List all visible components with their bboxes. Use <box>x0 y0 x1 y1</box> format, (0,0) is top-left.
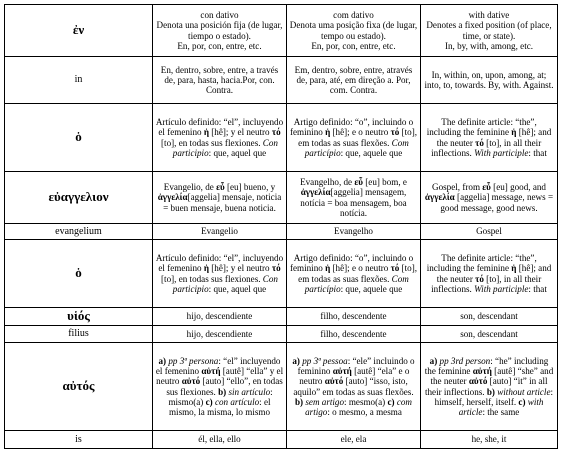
term-cell: is <box>5 431 153 449</box>
text-segment: filho, descendente <box>320 328 387 339</box>
text-segment: with article <box>458 396 544 417</box>
term-cell: ὁ <box>5 104 153 172</box>
text-segment: he, she, it <box>471 434 507 445</box>
text-segment: The definite article: “the”, including the feminine <box>426 253 537 274</box>
text-segment: [to], em todas as suas flexões. <box>298 127 418 148</box>
text-segment: filho, descendente <box>320 311 387 322</box>
text-segment: a) <box>158 355 167 366</box>
term-cell: evangelium <box>5 224 153 240</box>
definition-cell-es <box>153 240 287 308</box>
text-segment: b) <box>295 396 304 407</box>
text-segment: ele, ela <box>340 434 367 445</box>
text-segment: sin artículo <box>228 386 271 397</box>
text-segment: son, descendant <box>460 311 518 322</box>
text-segment: [aggelia] message, news = good message, good news. <box>440 192 554 213</box>
text-segment: [hê]; and the neuter <box>436 127 552 148</box>
text-segment: without article <box>497 386 551 397</box>
table-row <box>5 431 558 449</box>
definition-cell-pt <box>287 240 421 308</box>
text-segment: Artículo definido: “el”, incluyendo el femenino <box>155 117 284 138</box>
text-segment: with dative <box>468 10 510 21</box>
definition-cell-en <box>421 5 558 57</box>
text-segment: En, por, con, entre, etc. <box>311 40 396 51</box>
text-segment: : o mesmo, a mesma <box>327 406 402 417</box>
definition-cell-pt <box>287 57 421 104</box>
text-segment: : que, aquele que <box>340 283 403 294</box>
text-segment: : that <box>528 147 547 158</box>
text-segment: Evangelho <box>334 226 373 237</box>
definition-cell-pt <box>287 104 421 172</box>
definition-cell-pt <box>287 308 421 326</box>
term-cell: εὐαγγελιον <box>5 172 153 224</box>
table-row <box>5 224 558 240</box>
text-segment: : “el” incluyendo el femenino <box>155 355 281 377</box>
text-segment: Artículo definido: “el”, incluyendo el femenino <box>155 253 284 274</box>
term-cell: in <box>5 57 153 104</box>
text-segment: Denota una posición fija (de lugar, tiempo o estado). <box>156 20 283 41</box>
text-segment: τό <box>271 263 281 274</box>
term-cell: ὁ <box>5 240 153 308</box>
text-segment: b) <box>486 386 495 397</box>
text-segment: hijo, descendiente <box>186 328 253 339</box>
text-segment: c) <box>387 396 395 407</box>
definition-cell-pt <box>287 224 421 240</box>
text-segment: Em, dentro, sobre, entre, através de, para, até, em direção a. Por, com. Contra. <box>294 64 413 96</box>
text-segment: Com particípio <box>304 137 409 158</box>
text-segment: : “he” including the feminine <box>424 355 549 377</box>
definition-cell-es <box>153 431 287 449</box>
definition-cell-es <box>153 57 287 104</box>
lexicon-table-body <box>5 5 558 449</box>
text-segment: ἡ <box>325 127 331 138</box>
table-row <box>5 5 558 57</box>
text-segment: él, ella, ello <box>198 434 241 445</box>
text-segment: [eu] bom, e <box>362 177 407 188</box>
text-segment: [hê]; e o neutro <box>330 127 391 138</box>
text-segment: : el mismo, la misma, lo mismo <box>168 396 271 417</box>
text-segment: ἀγγελία <box>157 192 188 203</box>
definition-cell-en <box>421 57 558 104</box>
text-segment: ἡ <box>511 263 517 274</box>
definition-cell-pt <box>287 326 421 343</box>
definition-cell-en <box>421 224 558 240</box>
text-segment: ἀγγελία <box>300 187 331 198</box>
text-segment: ἡ <box>511 127 517 138</box>
text-segment: [aggelia] mensaje, noticia = buen mensaje, buena noticia. <box>163 192 282 213</box>
text-segment: Con participio <box>172 137 278 158</box>
term-cell: filius <box>5 326 153 343</box>
text-segment: : mesmo(a) <box>344 396 388 407</box>
text-segment: [auto] “isso, isto, aquilo” em todas as suas flexões. <box>293 376 414 397</box>
text-segment: αὐτό <box>324 376 344 387</box>
text-segment: son, descendant <box>460 328 518 339</box>
definition-cell-pt <box>287 343 421 431</box>
text-segment: Evangelio, de <box>163 182 217 193</box>
text-segment: : “ele” incluindo o feminino <box>297 355 415 377</box>
text-segment: [hê]; y el neutro <box>209 263 272 274</box>
table-row <box>5 308 558 326</box>
text-segment: Com particípio <box>304 273 409 294</box>
text-segment: εὖ <box>216 182 225 193</box>
text-segment: The definite article: “the”, including the feminine <box>426 117 537 138</box>
definition-cell-es <box>153 104 287 172</box>
text-segment: c) <box>205 396 213 407</box>
term-cell: αὐτός <box>5 343 153 431</box>
text-segment: τό <box>271 127 281 138</box>
text-segment: εὖ <box>482 182 491 193</box>
definition-cell-en <box>421 104 558 172</box>
table-row <box>5 57 558 104</box>
text-segment: αὐτό <box>468 376 488 387</box>
text-segment: τό <box>475 273 484 284</box>
text-segment: εὖ <box>354 177 363 188</box>
text-segment: pp 3rd person <box>439 355 491 366</box>
definition-cell-en <box>421 308 558 326</box>
definition-cell-en <box>421 431 558 449</box>
definition-cell-en <box>421 326 558 343</box>
text-segment: sem artigo <box>305 396 345 407</box>
text-segment: [hê]; y el neutro <box>209 127 272 138</box>
definition-cell-pt <box>287 431 421 449</box>
text-segment: Artigo definido: “o”, incluindo o feminino <box>289 117 414 138</box>
text-segment: con dativo <box>200 10 239 21</box>
text-segment: ἡ <box>203 127 209 138</box>
text-segment: [hê]; e o neutro <box>330 263 391 274</box>
text-segment: αὐτή <box>201 366 221 377</box>
table-row <box>5 240 558 308</box>
text-segment: [hê]; and the neuter <box>436 263 552 284</box>
text-segment: b) <box>218 386 227 397</box>
table-row <box>5 172 558 224</box>
text-segment: Con participio <box>172 273 278 294</box>
text-segment: With participle <box>474 283 529 294</box>
definition-cell-en <box>421 240 558 308</box>
text-segment: Evangelho, de <box>300 177 355 188</box>
text-segment: αὐτή <box>472 366 492 377</box>
text-segment: En, por, con, entre, etc. <box>177 40 262 51</box>
text-segment: ἡ <box>203 263 209 274</box>
definition-cell-es <box>153 172 287 224</box>
text-segment: In, within, on, upon, among, at; into, to, towards. By, with. Against. <box>424 69 554 90</box>
definition-cell-en <box>421 343 558 431</box>
definition-cell-pt <box>287 5 421 57</box>
text-segment: ἀγγελία <box>424 192 455 203</box>
text-segment: With participle <box>474 147 529 158</box>
text-segment: : that <box>528 283 547 294</box>
text-segment: a) <box>292 355 300 366</box>
table-row <box>5 326 558 343</box>
text-segment: ἡ <box>325 263 331 274</box>
text-segment: [autê] “she” and the neuter <box>430 366 554 387</box>
text-segment: En, dentro, sobre, entre, a través de, para, hasta, hacia.Por, con. Contra. <box>160 64 279 96</box>
text-segment: [auto] “it” in all their inflections. <box>424 376 548 397</box>
text-segment: [auto] “ello”, en todas sus flexiones. <box>166 376 283 397</box>
text-segment: pp 3ª persona <box>168 355 219 366</box>
definition-cell-en <box>421 172 558 224</box>
text-segment: com artigo <box>305 396 412 417</box>
text-segment: Gospel, from <box>432 182 483 193</box>
text-segment: [to], en todas sus flexiones. <box>161 273 263 284</box>
text-segment: [to], in all their inflections. <box>431 137 542 158</box>
text-segment: [to], in all their inflections. <box>431 273 542 294</box>
definition-cell-es <box>153 5 287 57</box>
text-segment: Artigo definido: “o”, incluindo o feminino <box>289 253 414 274</box>
definition-cell-es <box>153 224 287 240</box>
text-segment: Denota uma posição fixa (de lugar, tempo ou estado). <box>289 20 418 41</box>
text-segment: : the same <box>482 406 520 417</box>
text-segment: hijo, descendiente <box>186 311 253 322</box>
table-row <box>5 104 558 172</box>
text-segment: In, by, with, among, etc. <box>444 40 534 51</box>
text-segment: : que, aquele que <box>340 147 403 158</box>
text-segment: con artículo <box>214 396 260 407</box>
definition-cell-es <box>153 326 287 343</box>
text-segment: [autê] “ela” e o neutro <box>299 366 410 387</box>
text-segment: c) <box>518 396 526 407</box>
definition-cell-pt <box>287 172 421 224</box>
text-segment: : mismo(a) <box>168 386 273 407</box>
definition-cell-es <box>153 343 287 431</box>
table-row <box>5 343 558 431</box>
text-segment: : que, aquel que <box>208 283 267 294</box>
text-segment: αὐτή <box>332 366 352 377</box>
text-segment: a) <box>429 355 438 366</box>
text-segment: Denotes a fixed position (of place, time, or state). <box>426 20 552 41</box>
text-segment: τό <box>390 263 400 274</box>
text-segment: pp 3ª pessoa <box>302 355 348 366</box>
text-segment: [autê] “ella” y el neutro <box>156 366 284 387</box>
text-segment: τό <box>390 127 400 138</box>
text-segment: τό <box>475 137 484 148</box>
term-cell: υἱός <box>5 308 153 326</box>
text-segment: : himself, herself, itself. <box>434 386 554 407</box>
text-segment: Evangelio <box>201 226 238 237</box>
text-segment: [eu] good, and <box>490 182 546 193</box>
text-segment: [to], en todas sus flexiones. <box>161 137 263 148</box>
text-segment: Gospel <box>476 226 502 237</box>
term-cell: ἐν <box>5 5 153 57</box>
text-segment: [eu] bueno, y <box>224 182 276 193</box>
text-segment: αὐτό <box>181 376 201 387</box>
lexicon-table <box>4 4 558 449</box>
text-segment: com dativo <box>333 10 374 21</box>
text-segment: : que, aquel que <box>208 147 267 158</box>
definition-cell-es <box>153 308 287 326</box>
text-segment: [to], em todas as suas flexões. <box>298 263 418 284</box>
text-segment: [aggelia] mensagem, notícia = boa mensagem, boa notícia. <box>300 187 407 218</box>
